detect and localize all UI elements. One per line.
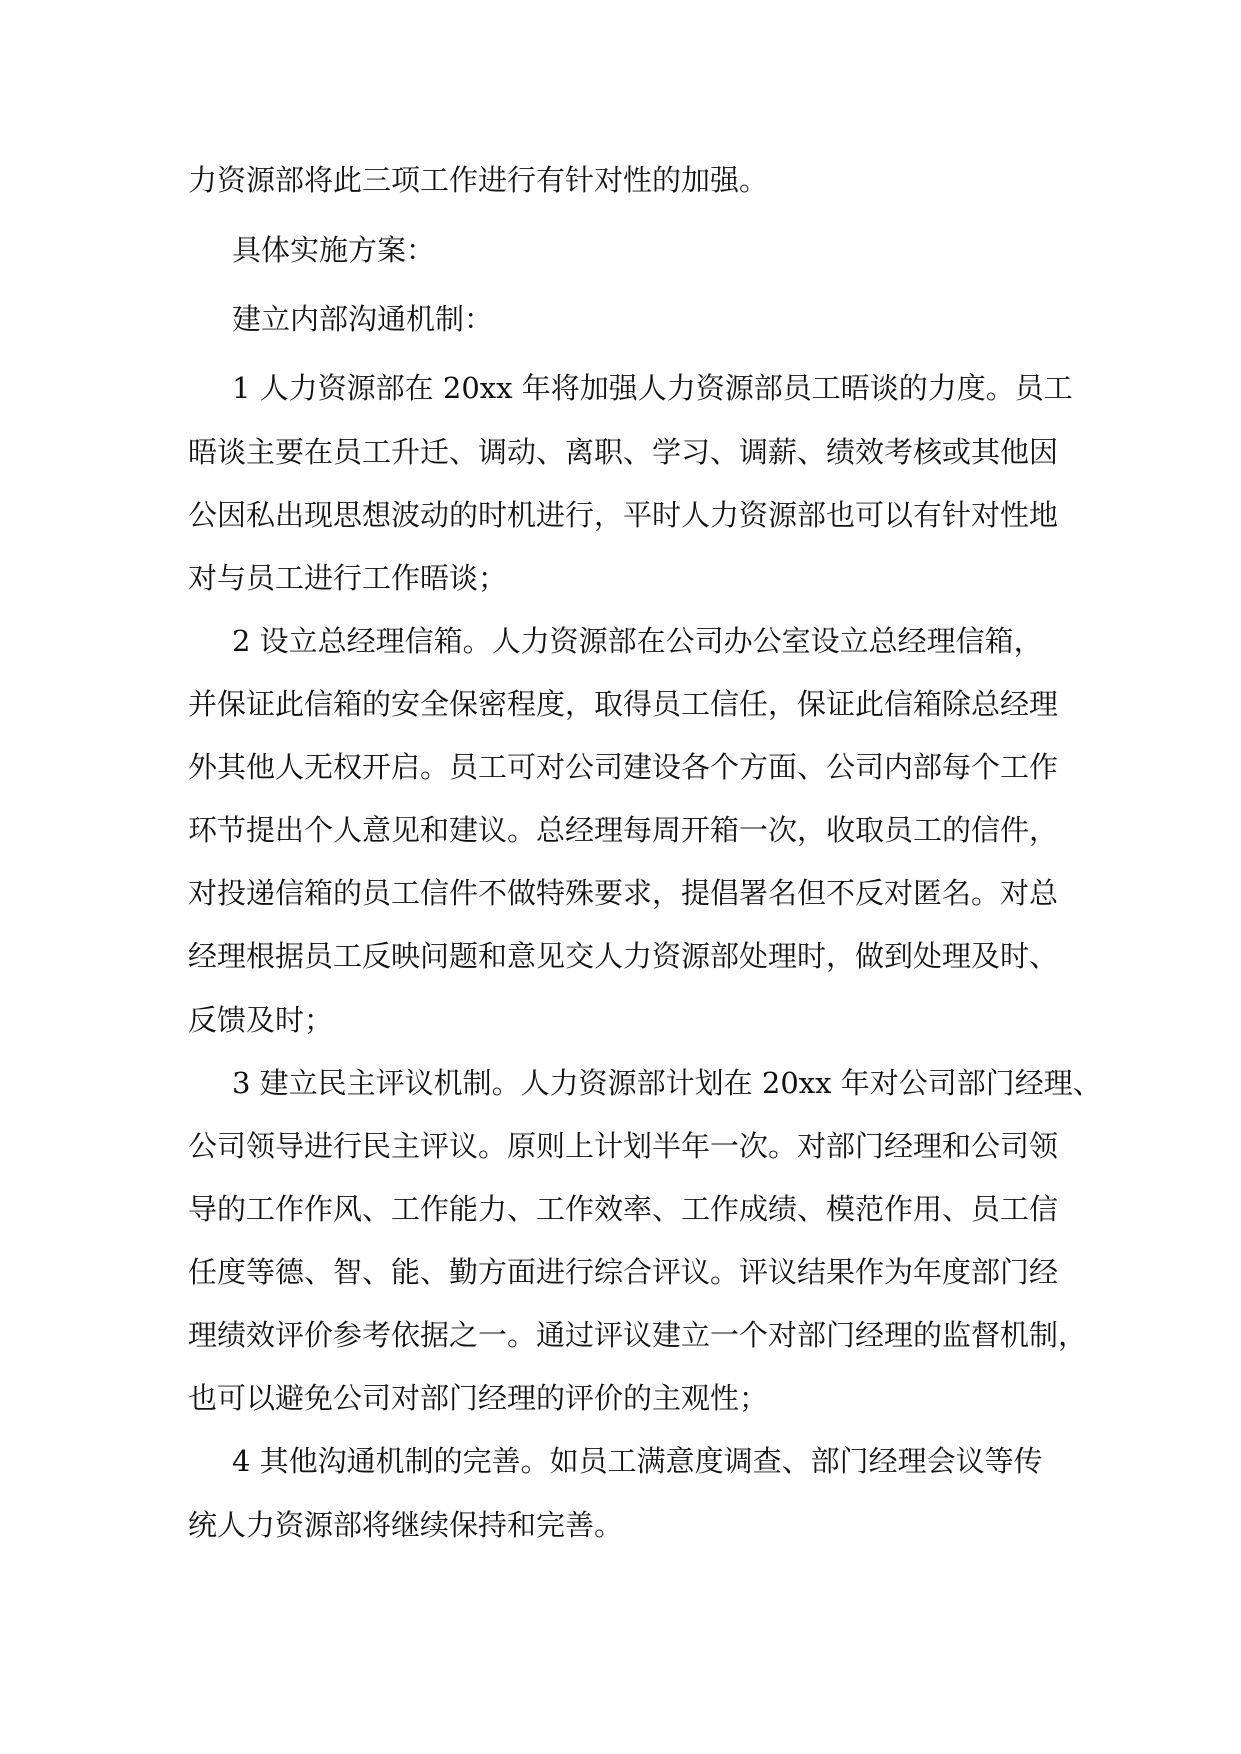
text-line: 理绩效评价参考依据之一。通过评议建立一个对部门经理的监督机制， xyxy=(188,1318,1088,1352)
text-line: 对与员工进行工作晤谈； xyxy=(188,561,508,595)
text-line: 公司领导进行民主评议。原则上计划半年一次。对部门经理和公司领 xyxy=(188,1129,1059,1163)
text-line: 具体实施方案： xyxy=(232,233,436,267)
text-line: 外其他人无权开启。员工可对公司建设各个方面、公司内部每个工作 xyxy=(188,750,1059,784)
text-line: 对投递信箱的员工信件不做特殊要求，提倡署名但不反对匿名。对总 xyxy=(188,876,1059,910)
text-line: 经理根据员工反映问题和意见交人力资源部处理时，做到处理及时、 xyxy=(188,939,1059,973)
text-line: 2 设立总经理信箱。人力资源部在公司办公室设立总经理信箱， xyxy=(232,624,1043,658)
text-line: 3 建立民主评议机制。人力资源部计划在 20xx 年对公司部门经理、 xyxy=(232,1066,1102,1100)
text-line: 导的工作作风、工作能力、工作效率、工作成绩、模范作用、员工信 xyxy=(188,1192,1059,1226)
text-line: 任度等德、智、能、勤方面进行综合评议。评议结果作为年度部门经 xyxy=(188,1255,1059,1289)
text-line: 晤谈主要在员工升迁、调动、离职、学习、调薪、绩效考核或其他因 xyxy=(188,435,1059,469)
text-line: 环节提出个人意见和建议。总经理每周开箱一次，收取员工的信件， xyxy=(188,813,1059,847)
text-line: 力资源部将此三项工作进行有针对性的加强。 xyxy=(188,163,769,197)
text-line: 并保证此信箱的安全保密程度，取得员工信任，保证此信箱除总经理 xyxy=(188,687,1059,721)
text-line: 公因私出现思想波动的时机进行，平时人力资源部也可以有针对性地 xyxy=(188,498,1059,532)
text-line: 统人力资源部将继续保持和完善。 xyxy=(188,1508,624,1542)
text-line: 建立内部沟通机制： xyxy=(232,302,494,336)
text-line: 也可以避免公司对部门经理的评价的主观性； xyxy=(188,1381,769,1415)
text-line: 1 人力资源部在 20xx 年将加强人力资源部员工晤谈的力度。员工 xyxy=(232,371,1073,405)
text-line: 4 其他沟通机制的完善。如员工满意度调查、部门经理会议等传 xyxy=(232,1444,1043,1478)
text-line: 反馈及时； xyxy=(188,1003,334,1037)
